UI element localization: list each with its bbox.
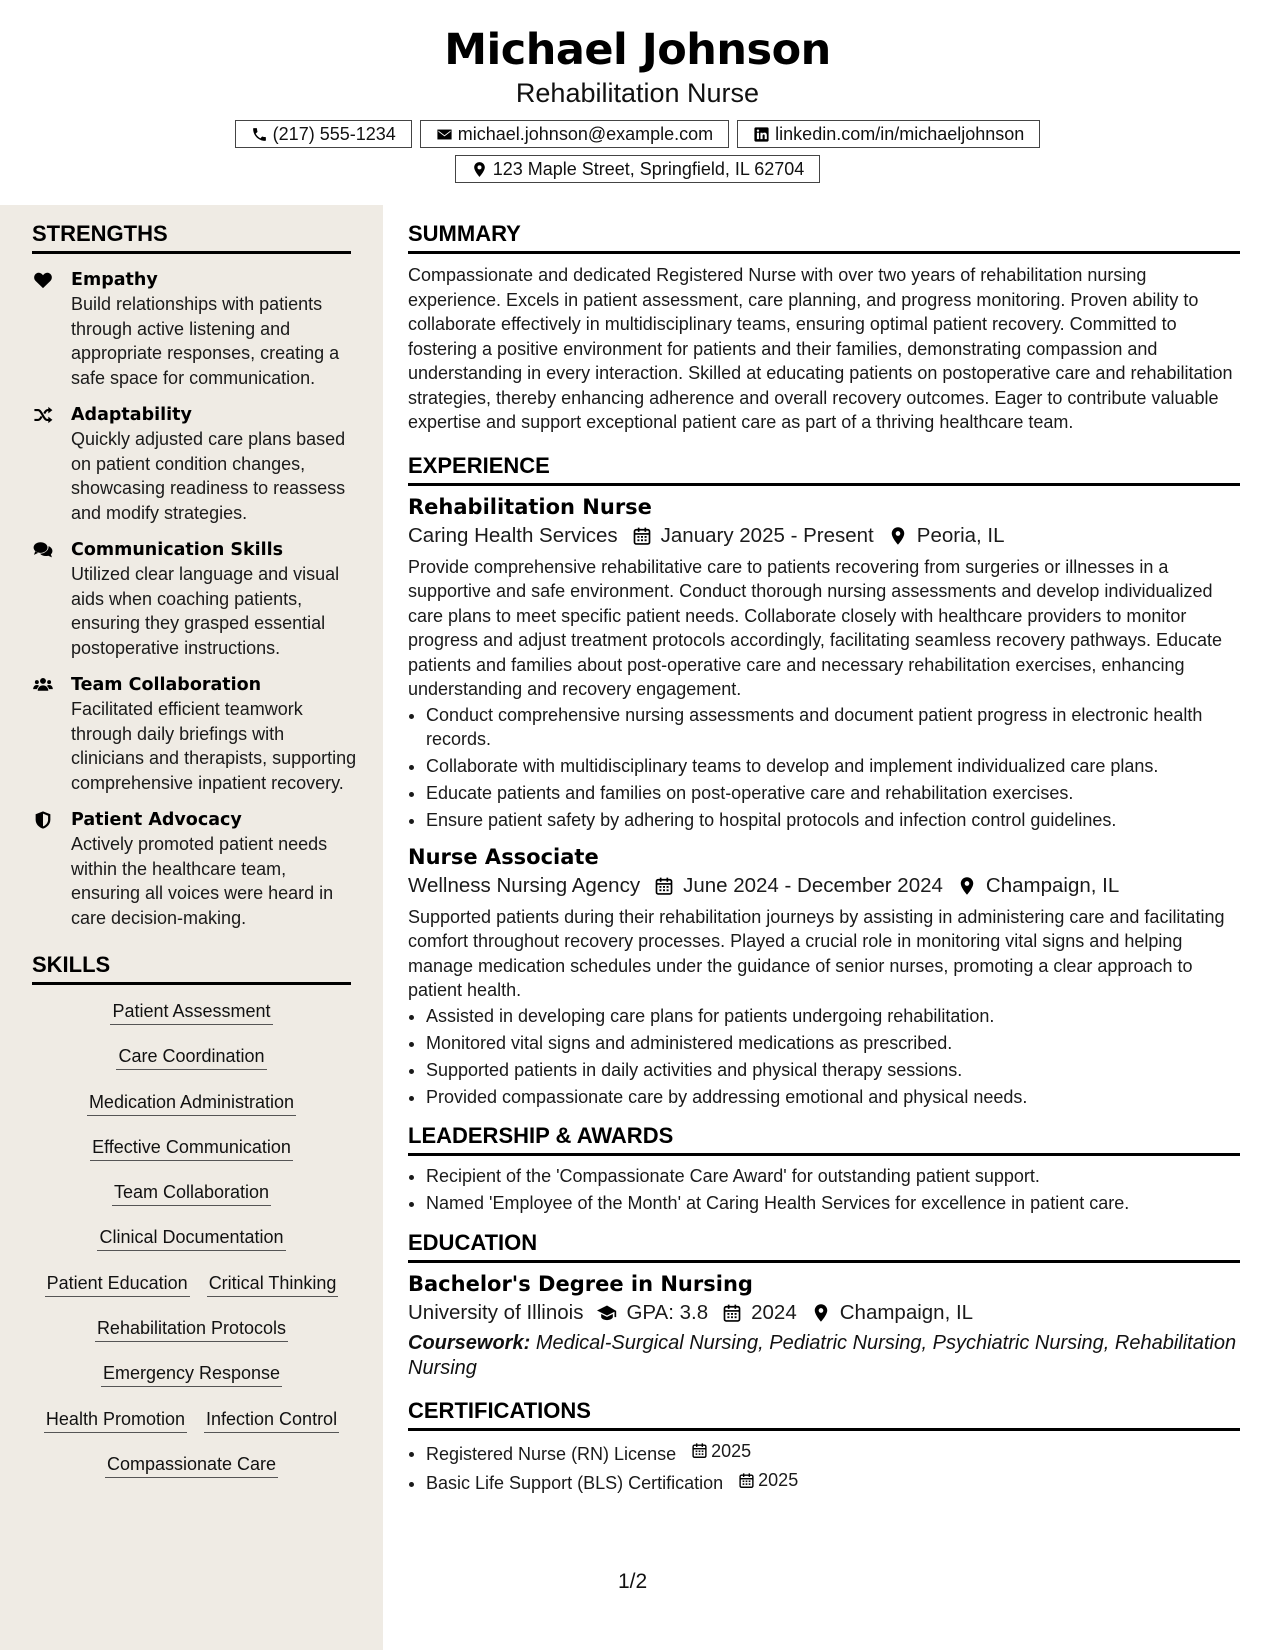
address-row [0, 155, 1275, 183]
phone-icon [251, 126, 268, 143]
skill-tag: Care Coordination [116, 1044, 266, 1070]
job-title: Nurse Associate [408, 844, 599, 869]
certification-name: Registered Nurse (RN) License [426, 1443, 677, 1464]
graduation-cap-icon [597, 1303, 617, 1323]
skill-tag: Team Collaboration [112, 1180, 271, 1206]
job-meta [408, 521, 1240, 551]
skill-tag: Patient Assessment [110, 999, 272, 1025]
school-name: University of Illinois [408, 1300, 584, 1324]
skill-tag: Clinical Documentation [97, 1225, 285, 1251]
candidate-name: Michael Johnson [444, 25, 831, 75]
job-bullet: • Ensure patient safety by adhering to hospital protocols and infection control guidelines. [426, 808, 1240, 833]
job-bullets [408, 1004, 1240, 1110]
job-bullet: • Assisted in developing care plans for patients undergoing rehabilitation. [426, 1004, 1240, 1029]
strength-item [32, 268, 357, 390]
heart-icon [32, 271, 54, 289]
email-chip[interactable] [420, 120, 729, 148]
skill-tag: Health Promotion [44, 1407, 187, 1433]
map-pin-icon [888, 526, 908, 546]
calendar-icon [691, 1442, 708, 1459]
address-text: 123 Maple Street, Springfield, IL 62704 [492, 158, 805, 179]
strength-desc: Quickly adjusted care plans based on patient condition changes, showcasing readiness to reassess and modify strategies. [71, 429, 346, 523]
education-meta [408, 1298, 1240, 1328]
coursework [408, 1331, 1240, 1381]
map-pin-icon [957, 876, 977, 896]
degree-title: Bachelor's Degree in Nursing [408, 1271, 753, 1296]
job-bullets [408, 703, 1240, 833]
phone-chip[interactable] [235, 120, 412, 148]
skill-tag: Medication Administration [87, 1090, 296, 1116]
job-dates: June 2024 - December 2024 [683, 873, 943, 897]
strength-desc: Facilitated efficient teamwork through daily briefings with clinicians and therapists, supporting comprehensive inpatient recovery. [71, 699, 357, 793]
strength-desc: Build relationships with patients through active listening and appropriate responses, creating a safe space for communication. [71, 294, 340, 388]
strength-name: Communication Skills [71, 540, 284, 560]
linkedin-chip[interactable] [737, 120, 1040, 148]
strengths-heading: STRENGTHS [32, 221, 351, 254]
job-dates: January 2025 - Present [660, 523, 874, 547]
job-bullet: • Monitored vital signs and administered medications as prescribed. [426, 1031, 1240, 1056]
coursework-text: Medical-Surgical Nursing, Pediatric Nursing, Psychiatric Nursing, Rehabilitation Nursing [408, 1331, 1237, 1379]
skill-tag: Rehabilitation Protocols [95, 1316, 288, 1342]
shuffle-icon [32, 406, 54, 424]
strength-desc: Actively promoted patient needs within the healthcare team, ensuring all voices were heard in care decision-making. [71, 834, 334, 928]
summary-text: Compassionate and dedicated Registered Nurse with over two years of rehabilitation nursing experience. Excels in patient assessment, care planning, and progress monitoring. Proven ability to collaborate effectively in multidisciplinary teams, ensuring optimal patient recovery. Committed to fostering a positive environment for patients and their families, demonstrating compassion and understanding in every interaction. Skilled at educating patients on postoperative care and rehabilitation strategies, thereby enhancing adherence and overall recovery outcomes. Eager to contribute valuable expertise and support exceptional patient care as part of a thriving healthcare team. [408, 265, 1233, 432]
experience-heading: EXPERIENCE [408, 453, 1240, 486]
coursework-label: Coursework: [408, 1331, 531, 1354]
map-pin-icon [471, 161, 488, 178]
email-text: michael.johnson@example.com [457, 123, 714, 144]
certifications-list [408, 1439, 1240, 1496]
job-location: Peoria, IL [916, 523, 1005, 547]
job-title: Rehabilitation Nurse [408, 494, 652, 519]
certification-item [426, 1468, 1240, 1495]
leadership-heading: LEADERSHIP & AWARDS [408, 1123, 1240, 1156]
calendar-icon [722, 1303, 742, 1323]
education-heading: EDUCATION [408, 1230, 1240, 1263]
job-company: Wellness Nursing Agency [408, 873, 641, 897]
award-item: • Recipient of the 'Compassionate Care Award' for outstanding patient support. [426, 1164, 1240, 1189]
resume-header [0, 0, 1275, 205]
skill-tag: Critical Thinking [207, 1271, 339, 1297]
strength-item [32, 403, 357, 525]
shield-icon [32, 811, 54, 829]
linkedin-icon [753, 126, 770, 143]
certification-name: Basic Life Support (BLS) Certification [426, 1473, 724, 1493]
job-bullet: • Supported patients in daily activities and physical therapy sessions. [426, 1058, 1240, 1083]
awards-list [408, 1164, 1240, 1216]
gpa: GPA: 3.8 [626, 1300, 709, 1324]
calendar-icon [632, 526, 652, 546]
graduation-year: 2024 [751, 1300, 797, 1324]
job-entry [408, 493, 1240, 833]
summary-heading: SUMMARY [408, 221, 1240, 254]
comments-icon [32, 541, 54, 559]
candidate-title: Rehabilitation Nurse [515, 78, 760, 108]
job-location: Champaign, IL [985, 873, 1120, 897]
job-bullet: • Conduct comprehensive nursing assessments and document patient progress in electronic health records. [426, 703, 1240, 752]
strength-desc: Utilized clear language and visual aids when coaching patients, ensuring they grasped essential postoperative instructions. [71, 564, 340, 658]
skill-tag: Infection Control [204, 1407, 339, 1433]
phone-text: (217) 555-1234 [272, 123, 396, 144]
page-number: 1/2 [618, 1570, 648, 1593]
main-column [408, 205, 1240, 1498]
certification-year: 2025 [758, 1470, 799, 1491]
job-description: Provide comprehensive rehabilitative care to patients recovering from surgeries or illnesses in a supportive and safe environment. Conduct thorough nursing assessments and develop individualized care plans to meet specific patient needs. Collaborate closely with healthcare providers to monitor progress and adjust treatment protocols accordingly, facilitating seamless recovery pathways. Educate patients and families about post-operative care and necessary rehabilitation exercises, enhancing understanding and recovery engagement. [408, 556, 1223, 699]
job-meta [408, 871, 1240, 901]
skill-tag: Effective Communication [90, 1135, 293, 1161]
strength-item [32, 808, 357, 930]
job-entry [408, 843, 1240, 1110]
calendar-icon [654, 876, 674, 896]
contact-row [0, 120, 1275, 148]
school-location: Champaign, IL [839, 1300, 974, 1324]
address-chip[interactable] [455, 155, 821, 183]
job-bullet: • Collaborate with multidisciplinary teams to develop and implement individualized care plans. [426, 754, 1240, 779]
certifications-heading: CERTIFICATIONS [408, 1398, 1240, 1431]
award-item: • Named 'Employee of the Month' at Caring Health Services for excellence in patient care. [426, 1191, 1240, 1216]
skills-heading: SKILLS [32, 952, 351, 985]
skill-tag: Patient Education [45, 1271, 190, 1297]
envelope-icon [436, 126, 453, 143]
strength-name: Team Collaboration [71, 675, 262, 695]
job-company: Caring Health Services [408, 523, 618, 547]
strength-item [32, 538, 357, 660]
users-icon [32, 676, 54, 694]
skill-tag: Compassionate Care [105, 1452, 278, 1478]
certification-item [426, 1439, 1240, 1466]
strength-name: Patient Advocacy [71, 810, 242, 830]
map-pin-icon [811, 1303, 831, 1323]
job-bullet: • Educate patients and families on post-operative care and rehabilitation exercises. [426, 781, 1240, 806]
linkedin-text: linkedin.com/in/michaeljohnson [775, 123, 1025, 144]
skills-list [32, 999, 351, 1497]
calendar-icon [738, 1472, 755, 1489]
job-bullet: • Provided compassionate care by addressing emotional and physical needs. [426, 1085, 1240, 1110]
sidebar [0, 205, 383, 1650]
skill-tag: Emergency Response [101, 1361, 282, 1387]
strength-item [32, 673, 357, 795]
strength-name: Adaptability [71, 405, 192, 425]
job-description: Supported patients during their rehabilitation journeys by assisting in administering care and facilitating comfort throughout recovery processes. Played a crucial role in monitoring vital signs and helping manage medication schedules under the guidance of senior nurses, promoting a clear approach to patient health. [408, 906, 1225, 1000]
strength-name: Empathy [71, 270, 158, 290]
certification-year: 2025 [711, 1440, 752, 1461]
